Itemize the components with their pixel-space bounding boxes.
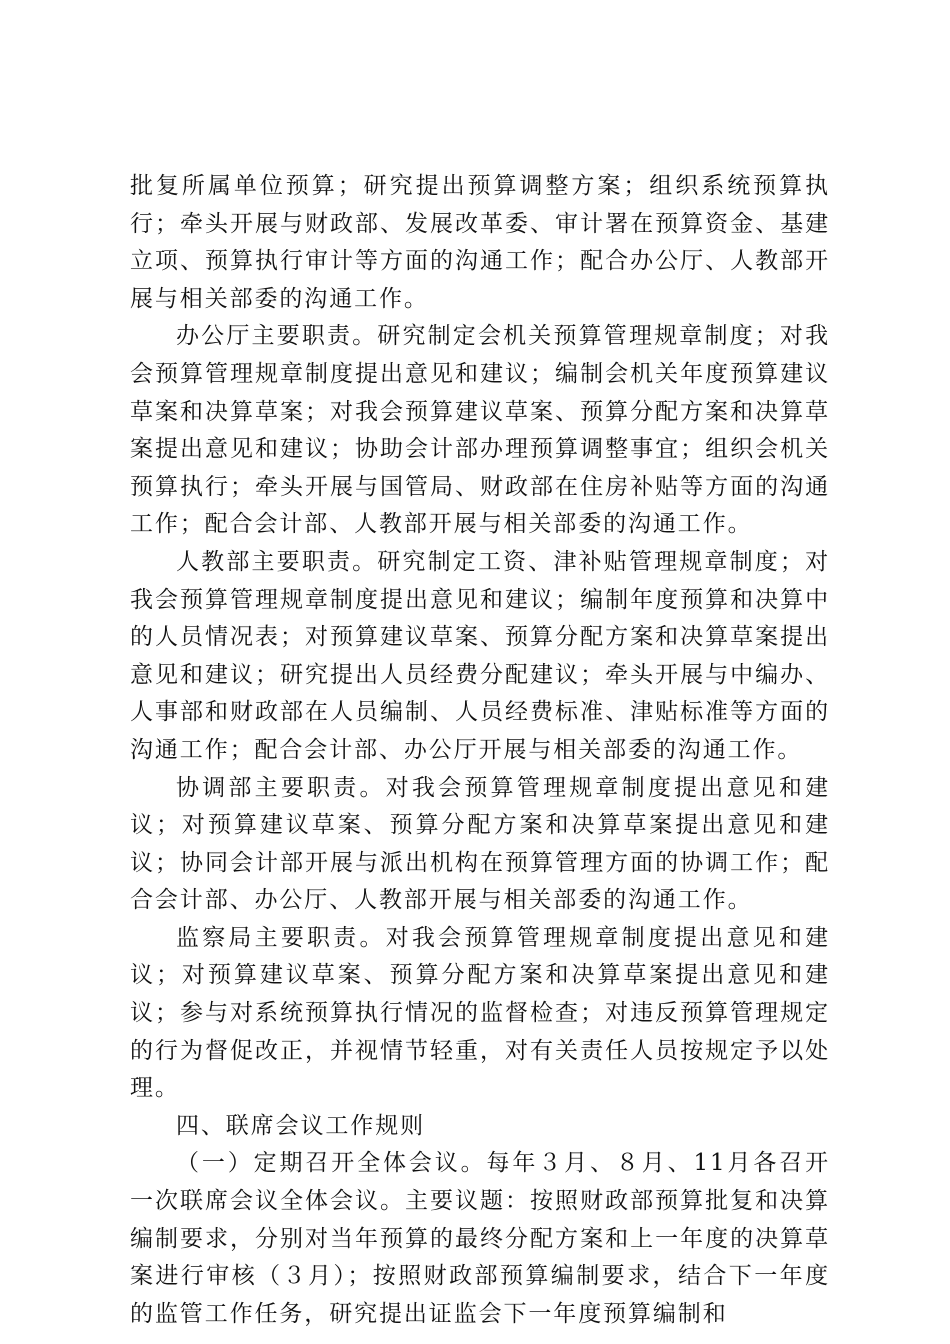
document-body <box>130 168 830 1333</box>
paragraph-office-duties: 办公厅主要职责。研究制定会机关预算管理规章制度；对我会预算管理规章制度提出意见和建议；编制会机关年度预算建议草案和决算草案；对我会预算建议草案、预算分配方案和决算草案提出意见和建议；协助会计部办理预算调整事宜；组织会机关预算执行；牵头开展与国管局、财政部在住房补贴等方面的沟通工作；配合会计部、人教部开展与相关部委的沟通工作。 <box>130 323 830 538</box>
section-heading-meeting-rules: 四、联席会议工作规则 <box>176 1112 425 1139</box>
paragraph-regular-meetings: （一）定期召开全体会议。每年３月、８月、11月各召开一次联席会议全体会议。主要议题：按照财政部预算批复和决算编制要求，分别对当年预算的最终分配方案和上一年度的决算草案进行审核（３月）；按照财政部预算编制要求，结合下一年度的监管工作任务，研究提出证监会下一年度预算编制和 <box>130 1150 830 1327</box>
paragraph-coordination-duties: 协调部主要职责。对我会预算管理规章制度提出意见和建议；对预算建议草案、预算分配方案和决算草案提出意见和建议；协同会计部开展与派出机构在预算管理方面的协调工作；配合会计部、办公厅、人教部开展与相关部委的沟通工作。 <box>130 774 830 914</box>
paragraph-hr-duties: 人教部主要职责。研究制定工资、津补贴管理规章制度；对我会预算管理规章制度提出意见和建议；编制年度预算和决算中的人员情况表；对预算建议草案、预算分配方案和决算草案提出意见和建议；研究提出人员经费分配建议；牵头开展与中编办、人事部和财政部在人员编制、人员经费标准、津贴标准等方面的沟通工作；配合会计部、办公厅开展与相关部委的沟通工作。 <box>130 548 830 763</box>
paragraph-continuation: 批复所属单位预算；研究提出预算调整方案；组织系统预算执行；牵头开展与财政部、发展改革委、审计署在预算资金、基建立项、预算执行审计等方面的沟通工作；配合办公厅、人教部开展与相关部委的沟通工作。 <box>130 173 830 312</box>
paragraph-supervision-duties: 监察局主要职责。对我会预算管理规章制度提出意见和建议；对预算建议草案、预算分配方案和决算草案提出意见和建议；参与对系统预算执行情况的监督检查；对违反预算管理规定的行为督促改正，并视情节轻重，对有关责任人员按规定予以处理。 <box>130 924 830 1102</box>
